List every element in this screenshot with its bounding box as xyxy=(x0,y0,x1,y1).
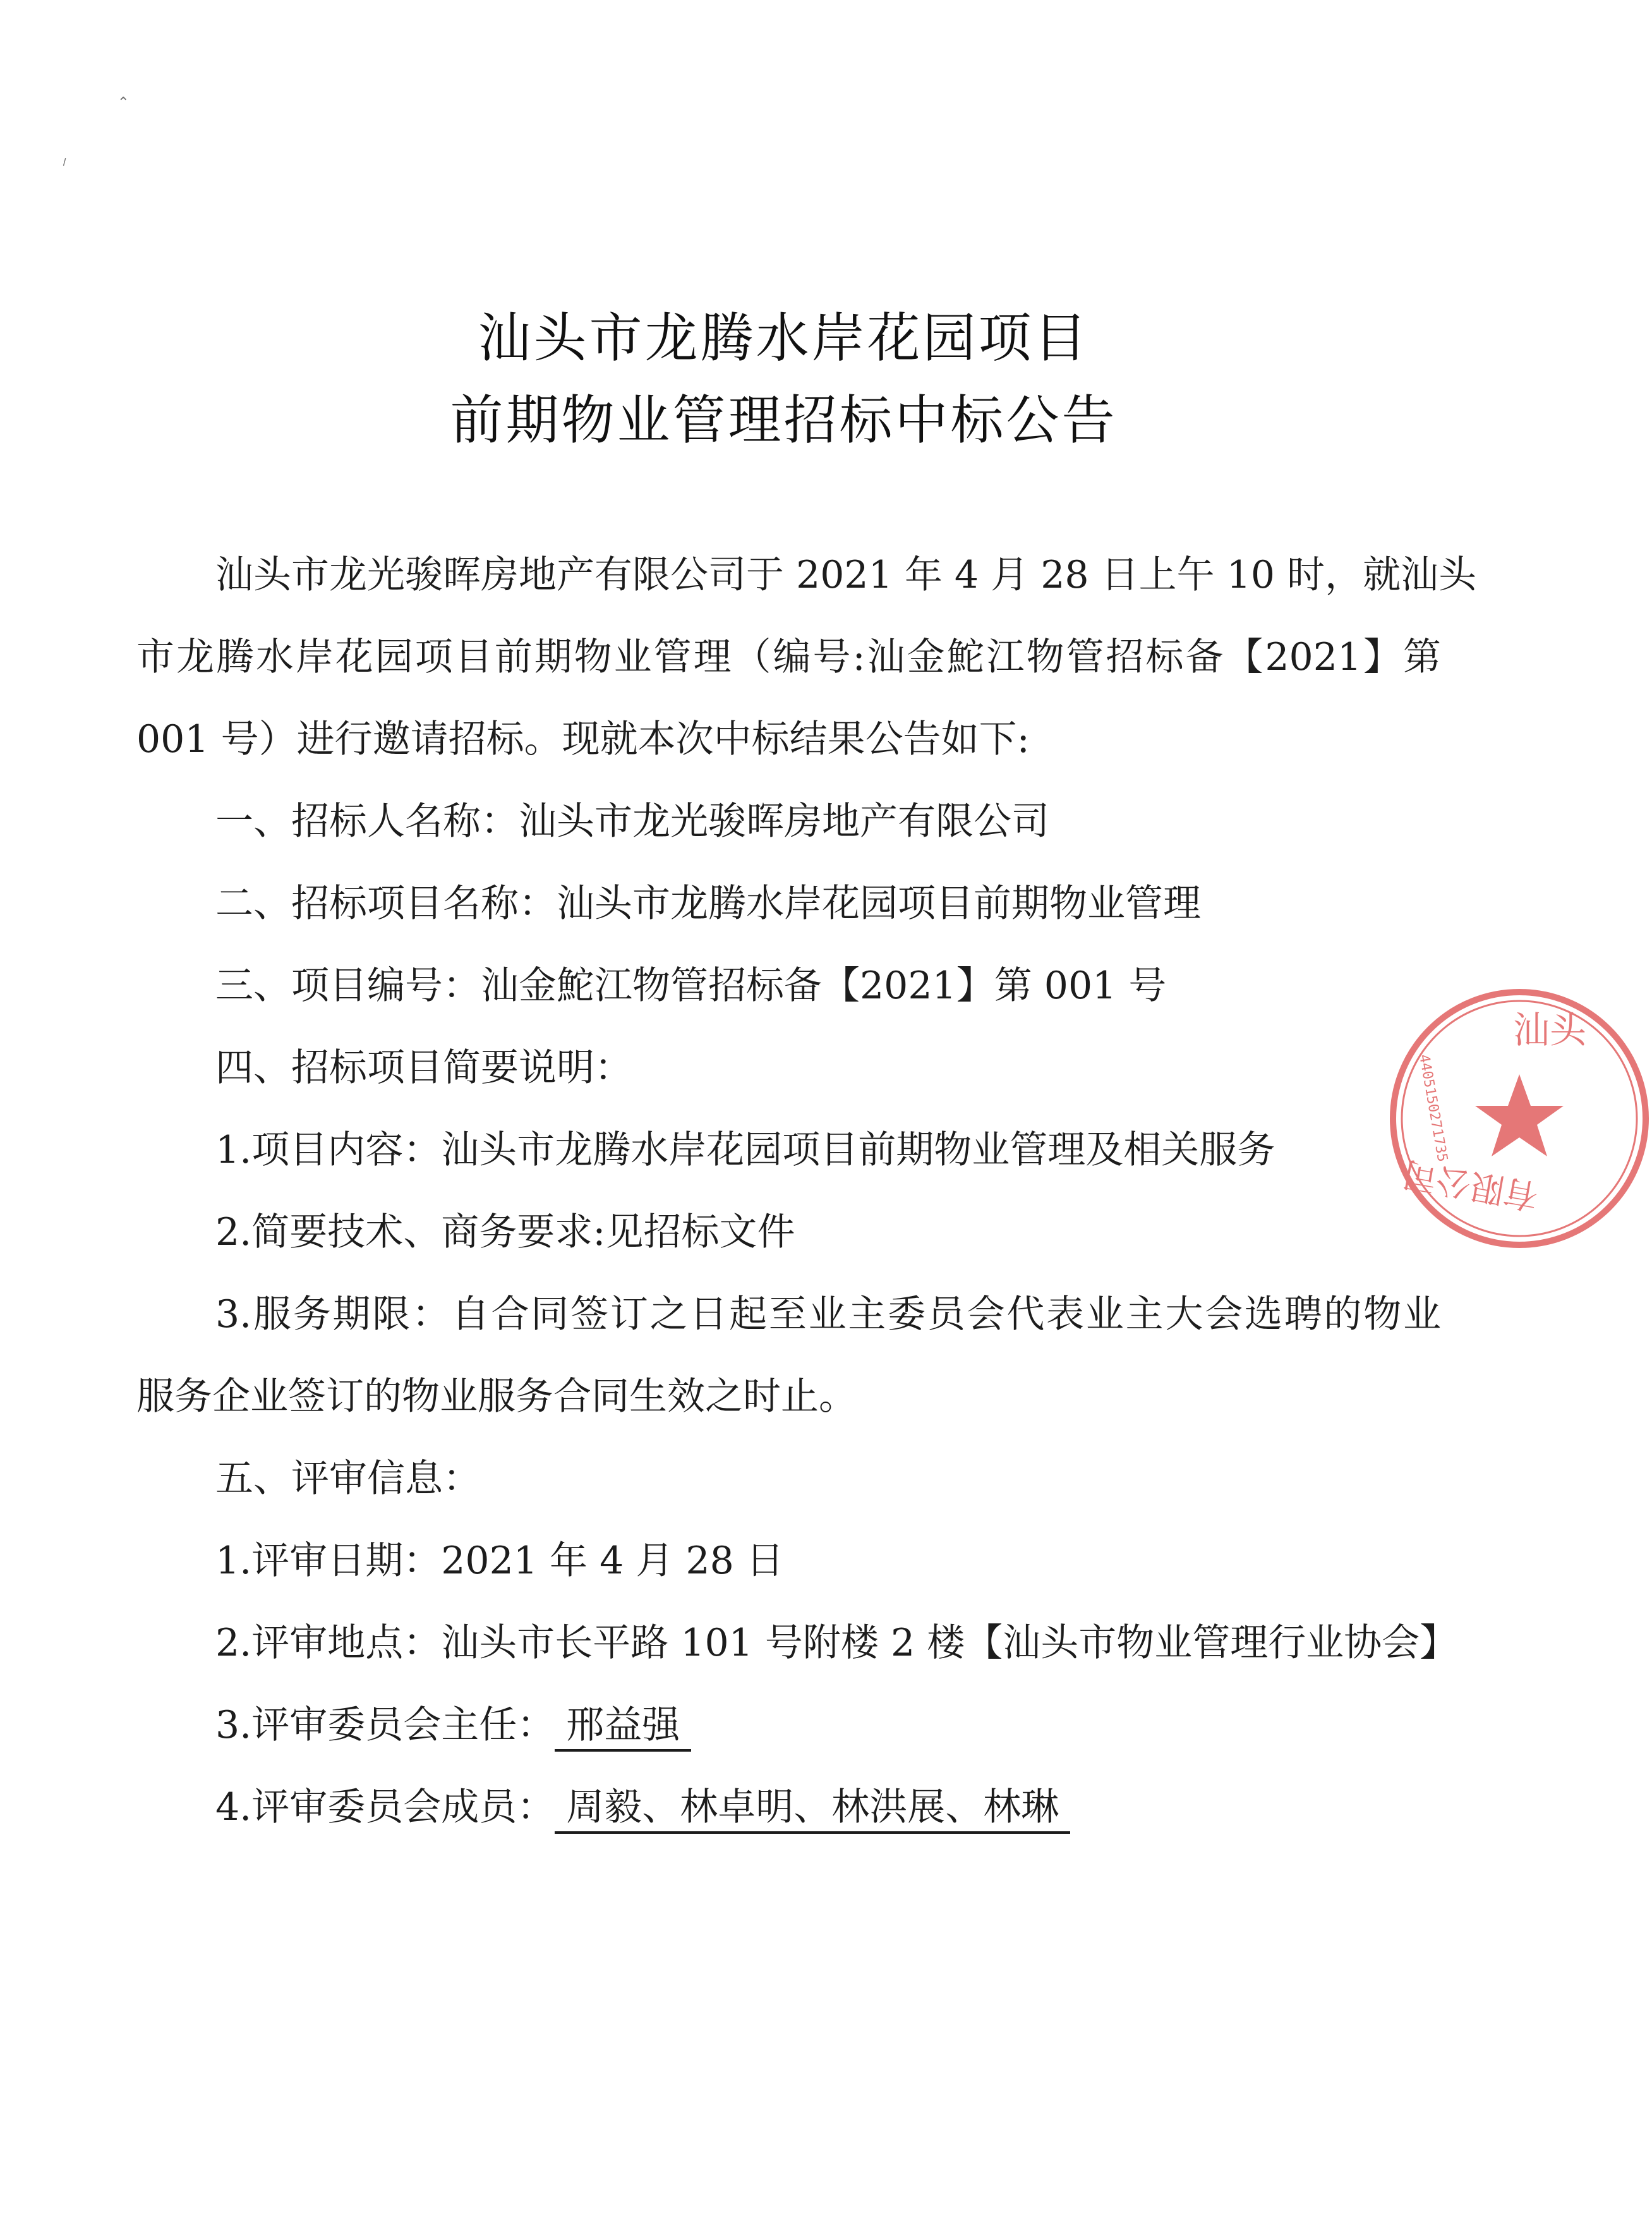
review-date: 1.评审日期：2021 年 4 月 28 日 xyxy=(215,1539,784,1583)
requirements-item: 2.简要技术、商务要求:见招标文件 xyxy=(215,1210,795,1254)
project-name-item: 二、招标项目名称：汕头市龙腾水岸花园项目前期物业管理 xyxy=(215,882,1201,926)
company-seal xyxy=(1387,986,1652,1251)
intro-line-2: 市龙腾水岸花园项目前期物业管理（编号:汕金鮀江物管招标备【2021】第 xyxy=(136,635,1441,679)
review-location: 2.评审地点：汕头市长平路 101 号附楼 2 楼【汕头市物业管理行业协会】 xyxy=(215,1621,1458,1665)
scan-speck: ⸝ xyxy=(54,148,71,169)
project-number-item: 三、项目编号：汕金鮀江物管招标备【2021】第 001 号 xyxy=(215,964,1167,1008)
review-heading: 五、评审信息： xyxy=(215,1457,481,1501)
seal-side-text: 4405150271735 xyxy=(1416,1053,1450,1163)
service-period-line-1: 3.服务期限：自合同签订之日起至业主委员会代表业主大会选聘的物业 xyxy=(215,1292,1441,1336)
intro-line-1: 汕头市龙光骏晖房地产有限公司于 2021 年 4 月 28 日上午 10 时，就汕头 xyxy=(215,553,1477,597)
document-title-line-1: 汕头市龙腾水岸花园项目 xyxy=(478,307,1090,369)
project-content-item: 1.项目内容：汕头市龙腾水岸花园项目前期物业管理及相关服务 xyxy=(215,1128,1275,1172)
tenderer-name-item: 一、招标人名称：汕头市龙光骏晖房地产有限公司 xyxy=(215,799,1049,844)
intro-line-3: 001 号）进行邀请招标。现就本次中标结果公告如下: xyxy=(136,717,1030,761)
service-period-line-2: 服务企业签订的物业服务合同生效之时止。 xyxy=(136,1374,857,1419)
seal-bottom-text: 有限公司 xyxy=(1399,1153,1541,1217)
review-chair-name: 邢益强 xyxy=(555,1702,691,1752)
review-members-label: 4.评审委员会成员： xyxy=(215,1785,555,1829)
review-members-names: 周毅、林卓明、林洪展、林琳 xyxy=(555,1785,1070,1834)
seal-top-text: 汕头 xyxy=(1513,1009,1587,1051)
review-members xyxy=(215,1782,1070,1834)
scan-speck: ⌃ xyxy=(118,95,130,111)
seal-star-icon xyxy=(1475,1074,1564,1156)
document-title-line-2: 前期物业管理招标中标公告 xyxy=(450,389,1118,451)
project-summary-heading: 四、招标项目简要说明： xyxy=(215,1046,632,1090)
review-chair-label: 3.评审委员会主任： xyxy=(215,1703,555,1747)
review-chair xyxy=(215,1700,691,1752)
